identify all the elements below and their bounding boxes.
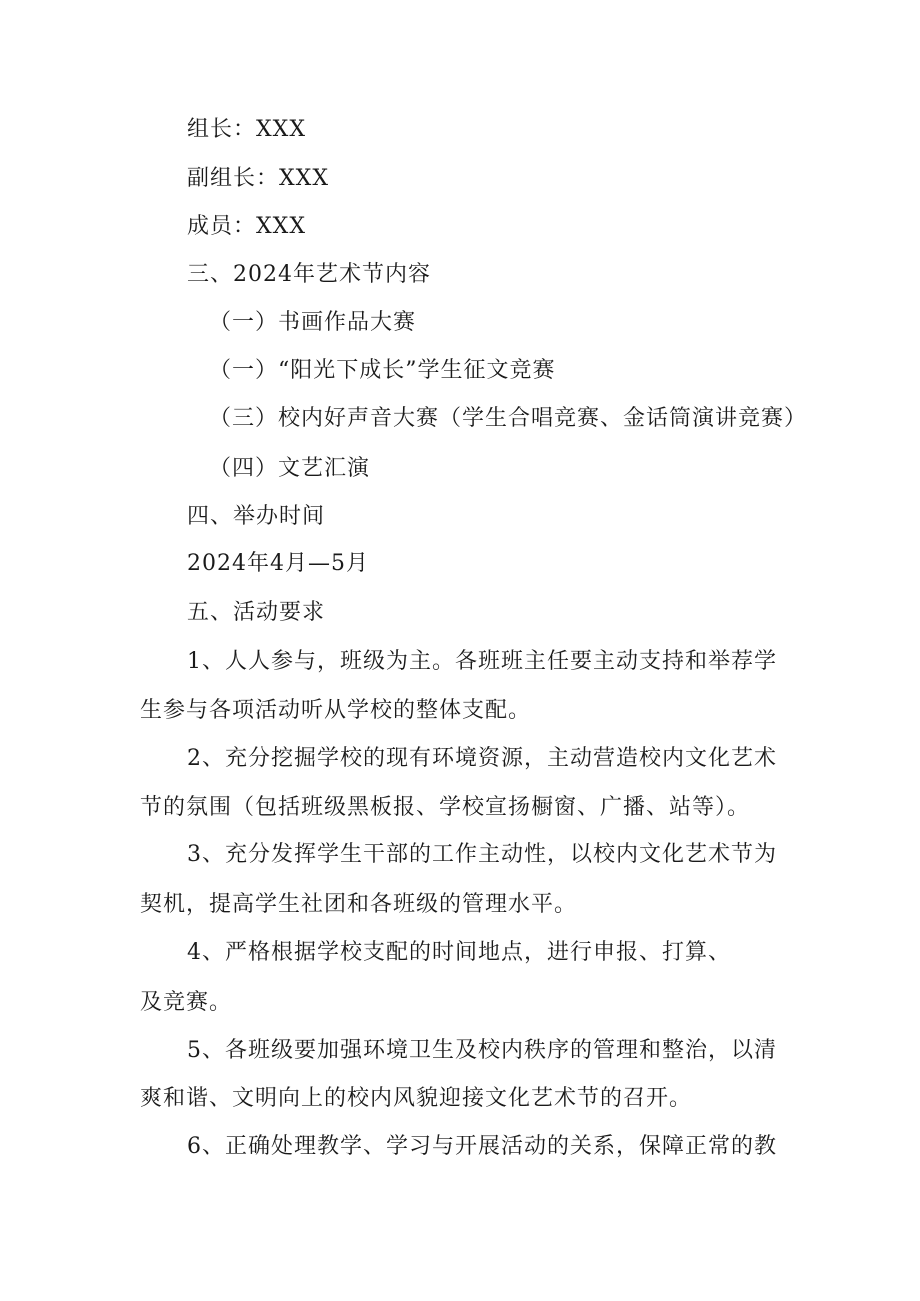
- leader-line: 组长：XXX: [187, 117, 306, 142]
- requirement-1-line-2: 生参与各项活动听从学校的整体支配。: [140, 698, 532, 723]
- requirement-4-line-1: 4、严格根据学校支配的时间地点，进行申报、打算、: [187, 940, 731, 965]
- content-item-4: （四）文艺汇演: [209, 456, 371, 481]
- requirement-6-line-1: 6、正确处理教学、学习与开展活动的关系，保障正常的教: [187, 1134, 777, 1159]
- requirement-2-line-1: 2、充分挖掘学校的现有环境资源，主动营造校内文化艺术: [187, 746, 777, 771]
- content-item-2: （一）“阳光下成长”学生征文竞赛: [209, 358, 556, 383]
- section-heading-content: 三、2024年艺术节内容: [187, 262, 431, 287]
- content-item-1: （一）书画作品大赛: [209, 310, 417, 335]
- time-range-line: 2024年4月—5月: [187, 551, 369, 576]
- requirement-3-line-1: 3、充分发挥学生干部的工作主动性，以校内文化艺术节为: [187, 842, 777, 867]
- content-item-3: （三）校内好声音大赛（学生合唱竞赛、金话筒演讲竞赛）: [209, 406, 808, 431]
- section-heading-requirements: 五、活动要求: [187, 600, 326, 625]
- requirement-5-line-1: 5、各班级要加强环境卫生及校内秩序的管理和整治，以清: [187, 1038, 777, 1063]
- members-line: 成员：XXX: [187, 214, 306, 239]
- deputy-leader-line: 副组长：XXX: [187, 166, 329, 191]
- requirement-5-line-2: 爽和谐、文明向上的校内风貌迎接文化艺术节的召开。: [140, 1086, 693, 1111]
- requirement-2-line-2: 节的氛围（包括班级黑板报、学校宣扬橱窗、广播、站等）。: [140, 795, 751, 820]
- requirement-4-line-2: 及竞赛。: [140, 990, 233, 1015]
- section-heading-time: 四、举办时间: [187, 504, 326, 529]
- requirement-1-line-1: 1、人人参与，班级为主。各班班主任要主动支持和举荐学: [187, 649, 777, 674]
- requirement-3-line-2: 契机，提高学生社团和各班级的管理水平。: [140, 892, 578, 917]
